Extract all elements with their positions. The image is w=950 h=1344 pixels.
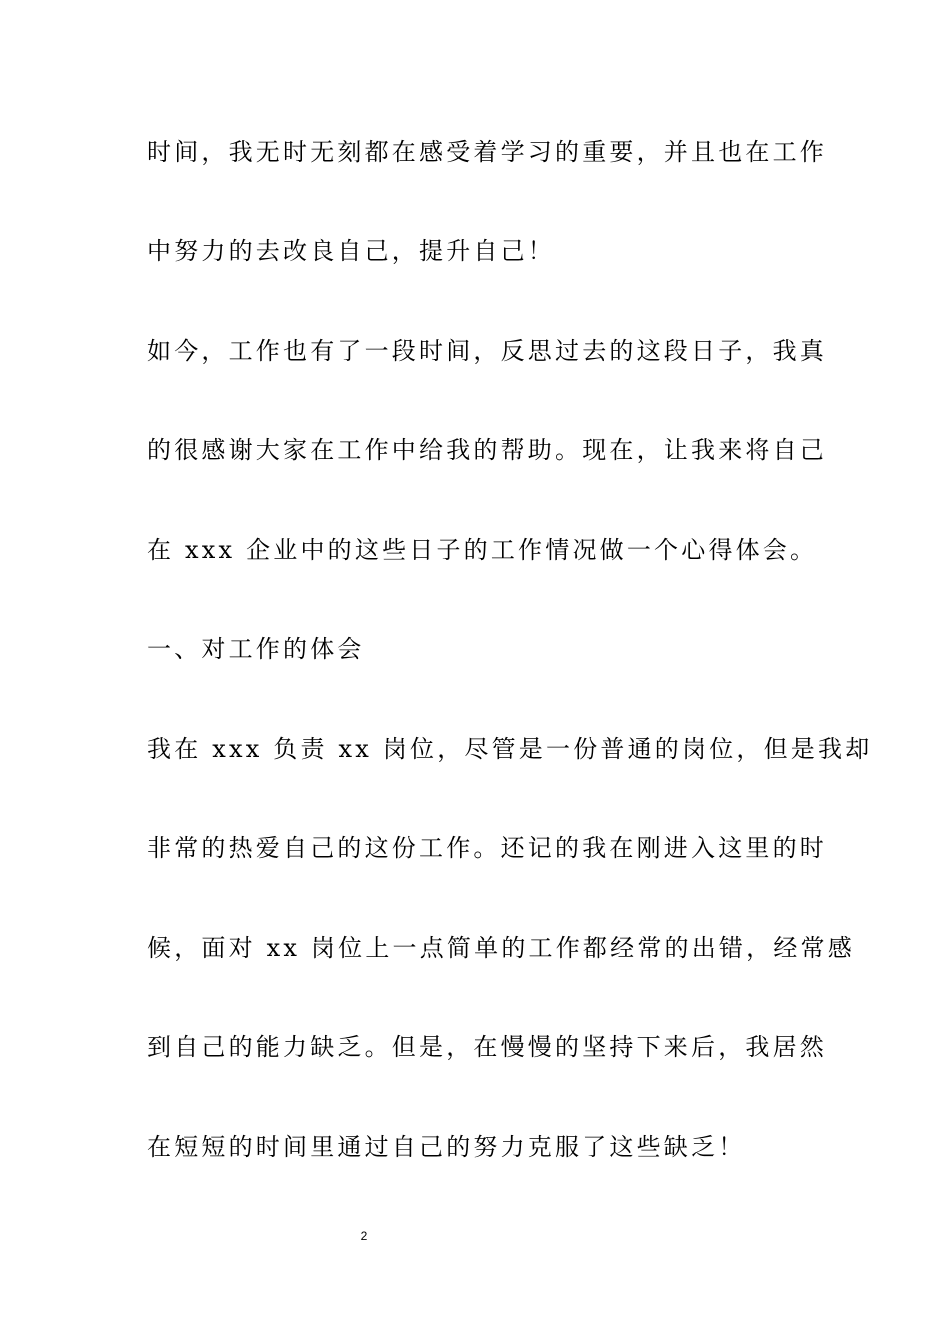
body-text-line: 的很感谢大家在工作中给我的帮助。现在，让我来将自己 (147, 436, 827, 464)
body-text-line: 中努力的去改良自己，提升自己！ (147, 237, 555, 265)
body-text-line: 时间，我无时无刻都在感受着学习的重要，并且也在工作 (147, 138, 827, 166)
section-heading: 一、对工作的体会 (147, 635, 365, 663)
body-text-line: 我在 xxx 负责 xx 岗位，尽管是一份普通的岗位，但是我却 (147, 735, 873, 763)
body-text-line: 如今，工作也有了一段时间，反思过去的这段日子，我真 (147, 337, 827, 365)
body-text-line: 在 xxx 企业中的这些日子的工作情况做一个心得体会。 (147, 536, 818, 564)
body-text-line: 到自己的能力缺乏。但是，在慢慢的坚持下来后，我居然 (147, 1033, 827, 1061)
page-number: 2 (360, 1229, 368, 1243)
body-text-line: 候，面对 xx 岗位上一点简单的工作都经常的出错，经常感 (147, 934, 855, 962)
body-text-line: 非常的热爱自己的这份工作。还记的我在刚进入这里的时 (147, 834, 827, 862)
body-text-line: 在短短的时间里通过自己的努力克服了这些缺乏！ (147, 1133, 746, 1161)
